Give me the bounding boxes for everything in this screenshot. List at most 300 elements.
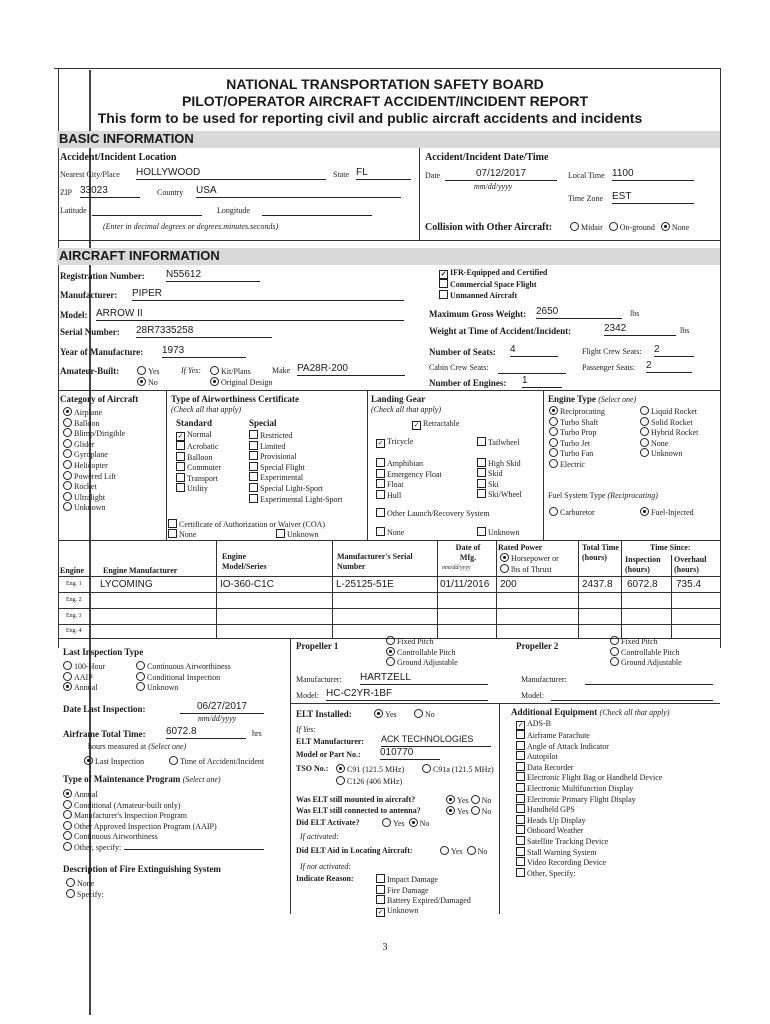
- prop1-controllable-pitch[interactable]: Controllable Pitch: [386, 647, 458, 658]
- fire-specify-radio[interactable]: [66, 889, 75, 898]
- time-zone-field[interactable]: EST: [612, 191, 694, 204]
- unmanned-checkbox[interactable]: [439, 290, 448, 299]
- elt-mounted-yes-radio[interactable]: [446, 795, 455, 804]
- passenger-seats-field[interactable]: 2: [646, 360, 692, 373]
- gear-ski-wheel[interactable]: Ski/Wheel: [477, 489, 522, 500]
- measured-time-of-accident[interactable]: Time of Accident/Incident: [169, 756, 264, 766]
- equip-parachute-checkbox[interactable]: [516, 730, 525, 739]
- gear-other[interactable]: Other Launch/Recovery System: [376, 508, 490, 518]
- zip-field[interactable]: 33023: [80, 185, 140, 198]
- elt-reason-fire[interactable]: Fire Damage: [376, 885, 471, 896]
- engine-liquid-rocket[interactable]: Liquid Rocket: [640, 406, 698, 417]
- seats-field[interactable]: 4: [510, 344, 558, 357]
- maint-other[interactable]: Other, specify:: [63, 842, 264, 853]
- eng1-total-time[interactable]: 2437.8: [582, 579, 613, 590]
- maint-continuous-radio[interactable]: [63, 831, 72, 840]
- prop1-controllable-pitch-radio[interactable]: [386, 647, 395, 656]
- elt-no[interactable]: No: [414, 709, 435, 719]
- thrust-radio[interactable]: [500, 564, 509, 573]
- equip-efb-checkbox[interactable]: [516, 772, 525, 781]
- fire-none[interactable]: None: [66, 878, 104, 889]
- equip-aoa[interactable]: Angle of Attack Indicator: [516, 741, 662, 752]
- gear-high-skid-checkbox[interactable]: [477, 458, 486, 467]
- prop1-manufacturer-field[interactable]: HARTZELL: [360, 672, 488, 685]
- engine-reciprocating-radio[interactable]: [549, 406, 558, 415]
- equip-emd[interactable]: Electronic Multifunction Display: [516, 783, 662, 794]
- equip-video[interactable]: Video Recording Device: [516, 857, 662, 868]
- insp-annual-radio[interactable]: [63, 682, 72, 691]
- insp-aaip[interactable]: AAIP: [63, 672, 105, 683]
- csf-checkbox[interactable]: [439, 279, 448, 288]
- horsepower-radio[interactable]: [500, 553, 509, 562]
- gear-other-checkbox[interactable]: [376, 508, 385, 517]
- make-field[interactable]: PA28R-200: [297, 363, 405, 376]
- equip-handheld-gps[interactable]: Handheld GPS: [516, 804, 662, 815]
- equip-hud-checkbox[interactable]: [516, 815, 525, 824]
- eng1-serial[interactable]: L-25125-51E: [336, 579, 394, 590]
- equip-other[interactable]: Other, Specify:: [516, 868, 662, 879]
- insp-conditional-radio[interactable]: [136, 672, 145, 681]
- cert-limited[interactable]: Limited: [249, 441, 342, 452]
- eng1-overhaul[interactable]: 735.4: [676, 579, 702, 590]
- prop2-fixed-pitch[interactable]: Fixed Pitch: [610, 636, 682, 647]
- registration-field[interactable]: N55612: [166, 269, 260, 282]
- equip-ads-b[interactable]: ✓ ADS-B: [517, 719, 552, 729]
- ifr-checkbox[interactable]: ✓: [440, 270, 447, 278]
- elt-q-mounted-options: Yes No: [446, 795, 491, 805]
- collision-options: Midair On-ground None: [570, 222, 689, 232]
- insp-unknown-radio[interactable]: [136, 682, 145, 691]
- collision-none-radio[interactable]: [661, 222, 670, 231]
- manufacturer-field[interactable]: PIPER: [132, 288, 404, 301]
- cert-utility[interactable]: Utility: [176, 483, 221, 494]
- propeller-1-options: [386, 636, 458, 668]
- prop1-model-label: Model:: [296, 691, 320, 700]
- category-helicopter-radio[interactable]: [63, 460, 72, 469]
- prop2-fixed-pitch-radio[interactable]: [610, 636, 619, 645]
- engine-type-left: [549, 406, 605, 470]
- equip-emd-checkbox[interactable]: [516, 783, 525, 792]
- prop2-controllable-pitch[interactable]: Controllable Pitch: [610, 647, 682, 658]
- gear-ski[interactable]: Ski: [477, 479, 522, 490]
- category-blimp[interactable]: Blimp/Dirigible: [63, 428, 125, 439]
- prop1-fixed-pitch-radio[interactable]: [386, 636, 395, 645]
- elt-tso-label: TSO No.:: [296, 764, 329, 773]
- elt-tso-c126[interactable]: C126 (406 MHz): [336, 776, 402, 786]
- coord-note: (Enter in decimal degrees or degrees.minutes.seconds): [103, 222, 279, 231]
- engine-none-radio[interactable]: [640, 438, 649, 447]
- elt-reason-impact[interactable]: Impact Damage: [376, 874, 471, 885]
- elt-q-mounted: Was ELT still mounted in aircraft?: [296, 795, 416, 804]
- maint-manufacturer-radio[interactable]: [63, 810, 72, 819]
- gear-tricycle[interactable]: ✓ Tricycle: [377, 437, 414, 447]
- weight-unit: lbs: [680, 326, 690, 335]
- equip-autopilot-checkbox[interactable]: [516, 751, 525, 760]
- insp-100-hour-radio[interactable]: [63, 661, 72, 670]
- amateur-yes-option: Yes: [137, 366, 160, 376]
- cert-commuter-checkbox[interactable]: [176, 462, 185, 471]
- cert-restricted-checkbox[interactable]: [249, 430, 258, 439]
- category-gyroplane-radio[interactable]: [63, 449, 72, 458]
- gear-none-checkbox[interactable]: [376, 527, 385, 536]
- gear-unknown[interactable]: Unknown: [477, 527, 520, 537]
- insp-conditional[interactable]: Conditional Inspection: [136, 672, 231, 683]
- category-unknown-radio[interactable]: [63, 502, 72, 511]
- cert-acrobatic-checkbox[interactable]: [176, 441, 185, 450]
- flight-crew-seats-field[interactable]: 2: [654, 344, 694, 357]
- category-balloon[interactable]: Balloon: [63, 418, 125, 429]
- insp-aaip-radio[interactable]: [63, 672, 72, 681]
- cert-unknown-checkbox[interactable]: [276, 529, 285, 538]
- maint-other-radio[interactable]: [63, 842, 72, 851]
- equip-hud[interactable]: Heads Up Display: [516, 815, 662, 826]
- equip-weather-checkbox[interactable]: [516, 825, 525, 834]
- prop2-controllable-pitch-radio[interactable]: [610, 647, 619, 656]
- equip-aoa-checkbox[interactable]: [516, 741, 525, 750]
- elt-yes-radio[interactable]: [374, 709, 383, 718]
- col-date-format: mm/dd/yyyy: [442, 565, 471, 571]
- engine-type-title: Engine Type (Select one): [548, 394, 637, 404]
- cert-balloon-checkbox[interactable]: [176, 452, 185, 461]
- gear-high-skid[interactable]: High Skid: [477, 458, 522, 469]
- prop1-ground-adjustable-radio[interactable]: [386, 657, 395, 666]
- engines-label: Number of Engines:: [429, 378, 507, 388]
- serial-field[interactable]: 28R7335258: [136, 325, 272, 338]
- category-airplane[interactable]: Airplane: [63, 407, 125, 418]
- equip-efb[interactable]: Electronic Flight Bag or Handheld Device: [516, 772, 662, 783]
- datetime-label: Accident/Incident Date/Time: [425, 152, 549, 163]
- engine-turbo-jet[interactable]: Turbo Jet: [549, 438, 605, 449]
- airframe-time-unit: hrs: [252, 729, 262, 738]
- equip-epfd[interactable]: Electronic Primary Flight Display: [516, 794, 662, 805]
- equip-ads-b-checkbox[interactable]: ✓: [517, 721, 524, 729]
- category-airplane-radio[interactable]: [63, 407, 72, 416]
- cert-none-checkbox[interactable]: [168, 529, 177, 538]
- equip-handheld-gps-checkbox[interactable]: [516, 804, 525, 813]
- fire-none-radio[interactable]: [66, 878, 75, 887]
- elt-tso-c91a-radio[interactable]: [422, 764, 431, 773]
- amateur-no-radio[interactable]: [137, 377, 146, 386]
- category-balloon-radio[interactable]: [63, 418, 72, 427]
- prop2-model-field[interactable]: [551, 688, 713, 701]
- original-design-option: Original Design: [210, 377, 272, 387]
- col-overhaul: Overhaul (hours): [674, 555, 707, 574]
- frame-left: [58, 68, 59, 648]
- last-inspection-title: Last Inspection Type: [63, 647, 144, 657]
- elt-activate-no-radio[interactable]: [409, 818, 418, 827]
- cert-special-label: Special: [249, 418, 277, 428]
- maint-annual[interactable]: Annual: [63, 789, 264, 800]
- category-powered-lift[interactable]: Powered Lift: [63, 471, 125, 482]
- elt-reason-unknown-checkbox[interactable]: ✓: [377, 907, 384, 916]
- equip-parachute[interactable]: Airframe Parachute: [516, 730, 662, 741]
- elt-activate-yes-radio[interactable]: [382, 818, 391, 827]
- gear-retractable[interactable]: ✓ Retractable: [413, 419, 460, 429]
- elt-antenna-no-radio[interactable]: [471, 806, 480, 815]
- equip-autopilot[interactable]: Autopilot: [516, 751, 662, 762]
- elt-yes[interactable]: Yes: [374, 709, 397, 719]
- elt-reason-fire-checkbox[interactable]: [376, 885, 385, 894]
- gear-tricycle-checkbox[interactable]: ✓: [377, 439, 384, 447]
- category-blimp-radio[interactable]: [63, 428, 72, 437]
- gear-unknown-checkbox[interactable]: [477, 527, 486, 536]
- elt-reason-impact-checkbox[interactable]: [376, 874, 385, 883]
- gear-retractable-checkbox[interactable]: ✓: [413, 421, 420, 429]
- cert-normal[interactable]: ✓ Normal: [177, 430, 212, 440]
- header-line-3: This form to be used for reporting civil and public aircraft accidents and incidents: [97, 110, 643, 126]
- engine-hybrid-rocket[interactable]: Hybrid Rocket: [640, 427, 698, 438]
- elt-no-radio[interactable]: [414, 709, 423, 718]
- elt-aid-yes-radio[interactable]: [440, 846, 449, 855]
- category-ultralight[interactable]: Ultralight: [63, 492, 125, 503]
- engine-reciprocating[interactable]: Reciprocating: [549, 406, 605, 417]
- elt-tso-c91[interactable]: C91 (121.5 MHz): [336, 764, 404, 774]
- latitude-field[interactable]: [92, 203, 202, 216]
- equip-satellite-checkbox[interactable]: [516, 836, 525, 845]
- cert-experimental-light-sport[interactable]: Experimental Light-Sport: [249, 494, 342, 505]
- maint-other-approved[interactable]: Other Approved Inspection Program (AAIP): [63, 821, 264, 832]
- gear-hull-checkbox[interactable]: [376, 490, 385, 499]
- cert-experimental-checkbox[interactable]: [249, 472, 258, 481]
- elt-reason-unknown[interactable]: ✓ Unknown: [377, 905, 419, 916]
- engine-solid-rocket[interactable]: Solid Rocket: [640, 417, 698, 428]
- engines-field[interactable]: 1: [522, 375, 562, 388]
- engine-none[interactable]: None: [640, 438, 698, 449]
- gear-skid[interactable]: Skid: [477, 468, 522, 479]
- insp-continuous-radio[interactable]: [136, 661, 145, 670]
- gear-hull[interactable]: Hull: [376, 490, 442, 501]
- additional-equipment-list: [516, 719, 662, 878]
- cert-limited-checkbox[interactable]: [249, 441, 258, 450]
- category-ultralight-radio[interactable]: [63, 492, 72, 501]
- make-label: Make: [272, 366, 291, 375]
- category-glider[interactable]: Glider: [63, 439, 125, 450]
- prop1-model-field[interactable]: HC-C2YR-1BF: [326, 688, 488, 701]
- elt-aid-no-radio[interactable]: [467, 846, 476, 855]
- elt-mounted-no-radio[interactable]: [471, 795, 480, 804]
- category-rocket[interactable]: Rocket: [63, 481, 125, 492]
- prop1-ground-adjustable[interactable]: Ground Adjustable: [386, 657, 458, 668]
- amateur-yes-radio[interactable]: [137, 366, 146, 375]
- cert-transport[interactable]: Transport: [176, 473, 221, 484]
- elt-tso-c91a[interactable]: C91a (121.5 MHz): [422, 764, 494, 774]
- fuel-carburetor-radio[interactable]: [549, 507, 558, 516]
- gear-emergency-float-checkbox[interactable]: [376, 469, 385, 478]
- elt-model-field[interactable]: 010770: [380, 747, 440, 760]
- engine-electric[interactable]: Electric: [549, 459, 605, 470]
- engine-electric-radio[interactable]: [549, 459, 558, 468]
- equip-epfd-checkbox[interactable]: [516, 794, 525, 803]
- propeller-2-title: Propeller 2: [516, 641, 559, 651]
- fuel-carburetor[interactable]: Carburetor: [549, 507, 595, 517]
- engine-turbo-shaft[interactable]: Turbo Shaft: [549, 417, 605, 428]
- category-powered-lift-radio[interactable]: [63, 471, 72, 480]
- fire-specify[interactable]: Specify:: [66, 889, 104, 900]
- cert-normal-checkbox[interactable]: ✓: [177, 432, 184, 440]
- category-gyroplane[interactable]: Gyroplane: [63, 449, 125, 460]
- cabin-crew-seats-field[interactable]: [498, 361, 566, 374]
- elt-reason-battery[interactable]: Battery Expired/Damaged: [376, 895, 471, 906]
- fuel-injected-radio[interactable]: [640, 507, 649, 516]
- insp-annual[interactable]: Annual: [63, 682, 105, 693]
- elt-antenna-yes-radio[interactable]: [446, 806, 455, 815]
- elt-tso-c126-radio[interactable]: [336, 776, 345, 785]
- gear-spacer: [376, 448, 442, 458]
- maint-conditional-radio[interactable]: [63, 800, 72, 809]
- city-field[interactable]: HOLLYWOOD: [136, 167, 326, 180]
- gear-ski-checkbox[interactable]: [477, 479, 486, 488]
- equip-weather[interactable]: Onboard Weather: [516, 825, 662, 836]
- model-label: Model:: [60, 310, 88, 320]
- maintenance-title: Type of Maintenance Program (Select one): [63, 774, 221, 784]
- engine-unknown-radio[interactable]: [640, 448, 649, 457]
- gear-float[interactable]: Float: [376, 479, 442, 490]
- category-helicopter[interactable]: Helicopter: [63, 460, 125, 471]
- collision-onground-radio[interactable]: [609, 222, 618, 231]
- engine-turbo-fan[interactable]: Turbo Fan: [549, 448, 605, 459]
- measured-time-of-accident-radio[interactable]: [169, 756, 178, 765]
- engine-turbo-fan-radio[interactable]: [549, 448, 558, 457]
- cert-restricted[interactable]: Restricted: [249, 430, 342, 441]
- collision-midair-radio[interactable]: [570, 222, 579, 231]
- equip-video-checkbox[interactable]: [516, 857, 525, 866]
- engine-hybrid-rocket-radio[interactable]: [640, 427, 649, 436]
- prop2-ground-adjustable[interactable]: Ground Adjustable: [610, 657, 682, 668]
- frame-top: [54, 68, 721, 69]
- cert-utility-checkbox[interactable]: [176, 483, 185, 492]
- measured-last-inspection[interactable]: Last Inspection: [84, 756, 144, 766]
- coa-option[interactable]: Certificate of Authorization or Waiver (COA): [168, 519, 325, 529]
- eng1-manufacturer[interactable]: LYCOMING: [100, 579, 153, 590]
- maint-continuous[interactable]: Continuous Airworthiness: [63, 831, 264, 842]
- cert-sls-checkbox[interactable]: [249, 483, 258, 492]
- insp-unknown[interactable]: Unknown: [136, 682, 231, 693]
- prop1-fixed-pitch[interactable]: Fixed Pitch: [386, 636, 458, 647]
- engine-solid-rocket-radio[interactable]: [640, 417, 649, 426]
- last-inspection-date-label: Date Last Inspection:: [63, 704, 146, 714]
- engine-turbo-shaft-radio[interactable]: [549, 417, 558, 426]
- engine-unknown[interactable]: Unknown: [640, 448, 698, 459]
- kit-plans-radio[interactable]: [210, 366, 219, 375]
- equip-satellite[interactable]: Satellite Tracking Device: [516, 836, 662, 847]
- insp-100-hour[interactable]: 100-Hour: [63, 661, 105, 672]
- maint-manufacturer[interactable]: Manufacturer's Inspection Program: [63, 810, 264, 821]
- gear-tailwheel-checkbox[interactable]: [477, 437, 486, 446]
- longitude-field[interactable]: [262, 203, 372, 216]
- lower-col-divider-1: [290, 638, 291, 914]
- coa-checkbox[interactable]: [168, 519, 177, 528]
- engine-turbo-prop[interactable]: Turbo Prop: [549, 427, 605, 438]
- equip-data-recorder[interactable]: Data Recorder: [516, 762, 662, 773]
- engine-liquid-rocket-radio[interactable]: [640, 406, 649, 415]
- cert-commuter[interactable]: Commuter: [176, 462, 221, 473]
- gear-ski-wheel-checkbox[interactable]: [477, 489, 486, 498]
- category-glider-radio[interactable]: [63, 439, 72, 448]
- prop2-manufacturer-field[interactable]: [585, 672, 713, 685]
- engtable-col-7: [671, 555, 672, 638]
- maint-conditional[interactable]: Conditional (Amateur-built only): [63, 800, 264, 811]
- equip-stall-warning-checkbox[interactable]: [516, 847, 525, 856]
- eng1-date[interactable]: 01/11/2016: [440, 579, 490, 590]
- col-total-time: Total Time (hours): [582, 543, 619, 562]
- maint-other-approved-radio[interactable]: [63, 821, 72, 830]
- date-field[interactable]: 07/12/2017: [445, 168, 557, 181]
- insp-continuous[interactable]: Continuous Airworthiness: [136, 661, 231, 672]
- cert-experimental[interactable]: Experimental: [249, 472, 342, 483]
- airframe-time-field[interactable]: 6072.8: [166, 726, 246, 739]
- elt-manufacturer-field[interactable]: ACK TECHNOLOGIES: [381, 734, 491, 747]
- year-field[interactable]: 1973: [162, 345, 246, 358]
- engtable-col-1: [216, 540, 217, 638]
- equip-stall-warning[interactable]: Stall Warning System: [516, 847, 662, 858]
- state-field[interactable]: FL: [356, 167, 411, 180]
- weight-field[interactable]: 2342: [604, 323, 676, 336]
- gear-emergency-float[interactable]: Emergency Float: [376, 469, 442, 480]
- maint-annual-radio[interactable]: [63, 789, 72, 798]
- unmanned-option: Unmanned Aircraft: [439, 290, 517, 300]
- gear-float-checkbox[interactable]: [376, 479, 385, 488]
- engine-turbo-jet-radio[interactable]: [549, 438, 558, 447]
- gear-tailwheel[interactable]: Tailwheel: [477, 437, 522, 448]
- fuel-injected[interactable]: Fuel-Injected: [640, 507, 694, 517]
- mgw-label: Maximum Gross Weight:: [429, 309, 527, 319]
- eng1-power[interactable]: 200: [500, 579, 517, 590]
- cert-unknown-option[interactable]: Unknown: [276, 529, 319, 539]
- cert-special-light-sport[interactable]: Special Light-Sport: [249, 483, 342, 494]
- fire-system-title: Description of Fire Extinguishing System: [63, 864, 221, 874]
- elt-tso-c91-radio[interactable]: [336, 764, 345, 773]
- category-title: Category of Aircraft: [60, 394, 139, 404]
- model-field[interactable]: ARROW II: [96, 308, 404, 321]
- last-inspection-date-field[interactable]: 06/27/2017: [180, 701, 264, 714]
- gear-skid-checkbox[interactable]: [477, 468, 486, 477]
- engine-turbo-prop-radio[interactable]: [549, 427, 558, 436]
- gear-amphibian-checkbox[interactable]: [376, 458, 385, 467]
- manufacturer-label: Manufacturer:: [60, 290, 118, 300]
- col-date-mfg: Date of Mfg.: [455, 543, 481, 562]
- prop-bottom: [290, 703, 720, 704]
- cert-special-flight-checkbox[interactable]: [249, 462, 258, 471]
- eng1-model[interactable]: IO-360-C1C: [220, 579, 274, 590]
- country-field[interactable]: USA: [196, 185, 401, 198]
- local-time-field[interactable]: 1100: [612, 168, 694, 181]
- category-rocket-radio[interactable]: [63, 481, 72, 490]
- equip-other-checkbox[interactable]: [516, 868, 525, 877]
- mgw-field[interactable]: 2650: [536, 306, 622, 319]
- gear-divider: [543, 390, 544, 540]
- cert-balloon[interactable]: Balloon: [176, 452, 221, 463]
- gear-amphibian[interactable]: Amphibian: [376, 458, 442, 469]
- maint-other-field[interactable]: [124, 842, 264, 850]
- cert-els-checkbox[interactable]: [249, 494, 258, 503]
- cert-transport-checkbox[interactable]: [176, 473, 185, 482]
- cert-provisional-checkbox[interactable]: [249, 451, 258, 460]
- original-design-radio[interactable]: [210, 377, 219, 386]
- cert-provisional[interactable]: Provisional: [249, 451, 342, 462]
- prop2-ground-adjustable-radio[interactable]: [610, 657, 619, 666]
- cert-special-flight[interactable]: Special Flight: [249, 462, 342, 473]
- cert-none-option[interactable]: None: [168, 529, 196, 539]
- measured-last-inspection-radio[interactable]: [84, 756, 93, 765]
- elt-reason-battery-checkbox[interactable]: [376, 895, 385, 904]
- category-unknown[interactable]: Unknown: [63, 502, 125, 513]
- cat-block-top: [58, 390, 720, 391]
- equip-data-recorder-checkbox[interactable]: [516, 762, 525, 771]
- cert-acrobatic[interactable]: Acrobatic: [176, 441, 221, 452]
- gear-none[interactable]: None: [376, 527, 404, 537]
- registration-label: Registration Number:: [60, 271, 145, 281]
- eng1-inspection[interactable]: 6072.8: [627, 579, 658, 590]
